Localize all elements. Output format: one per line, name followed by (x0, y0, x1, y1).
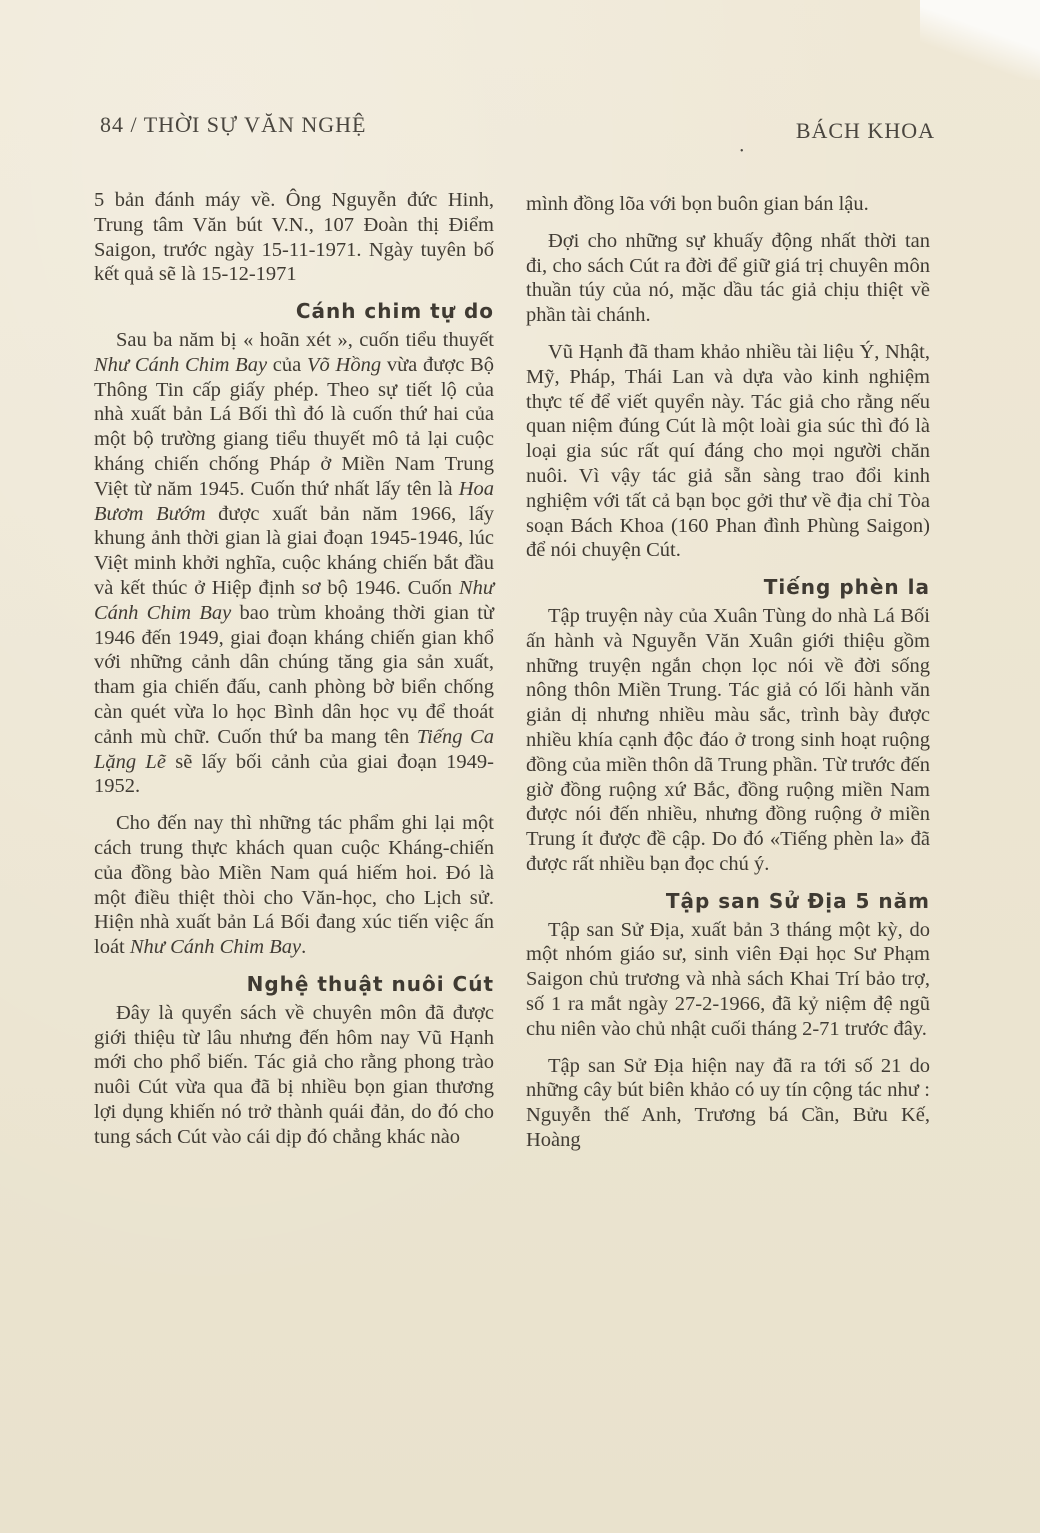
text-run: bao trùm khoảng thời gian từ 1946 đến 1949, giai đoạn kháng chiến gian khổ với những cảnh dân chúng tăng gia sản xuất, tham gia chiến đấu, canh phòng bờ biển chống càn quét vừa lo học Bình dân học vụ để thoát cảnh mù chữ. Cuốn thứ ba mang tên (94, 601, 495, 748)
torn-corner (920, 0, 1040, 80)
book-title: Như Cánh Chim Bay (94, 576, 494, 624)
article-paragraph (94, 811, 494, 960)
continued-paragraph: mình đồng lõa với bọn buôn gian bán lậu. (526, 193, 869, 215)
right-column (526, 192, 930, 1165)
text-run: được xuất bản năm 1966, lấy khung ảnh thời gian là giai đoạn 1945-1946, lúc Việt minh khởi nghĩa, cuộc kháng chiến bắt đầu và kết thúc ở Hiệp định sơ bộ 1946. Cuốn (94, 502, 494, 599)
page-header (100, 112, 935, 157)
book-title: Như Cánh Chim Bay (129, 936, 302, 959)
magazine-name: BÁCH KHOA (795, 118, 935, 143)
author-name: Võ Hồng (307, 353, 382, 376)
page-number: 84 (100, 112, 124, 137)
article-paragraph: Tập san Sử Địa, xuất bản 3 tháng một kỳ, do một nhóm giáo sư, sinh viên Đại học Sư Phạm Saigon chủ trương và nhà sách Khai Trí bảo trợ, số 1 ra mắt ngày 27-2-1966, đã kỷ niệm đệ ngũ chu niên vào chủ nhật cuối tháng 2-71 trước đây. (526, 918, 930, 1040)
book-title: Như Cánh Chim Bay (94, 353, 268, 376)
header-separator: / (130, 112, 138, 137)
header-bullet: • (740, 146, 745, 157)
book-title: Tiếng Ca Lặng Lẽ (94, 725, 494, 773)
text-run: Sau ba năm bị « hoãn xét », cuốn tiểu thuyết (116, 328, 494, 351)
article-paragraph: Đây là quyển sách về chuyên môn đã được giới thiệu từ lâu nhưng đến hôm nay Vũ Hạnh mới cho phổ biến. Tác giả cho rằng phong trào nuôi Cút vừa qua đã bị nhiều bọn gian thương lợi dụng khiến nó trở thành quái đản, do đó cho tung sách Cút vào cái dịp đó chẳng khác nào (94, 1001, 494, 1148)
text-run: của (267, 353, 307, 376)
article-paragraph: Tập truyện này của Xuân Tùng do nhà Lá Bối ấn hành và Nguyễn Văn Xuân giới thiệu gồm những truyện ngắn chọn lọc nói về đời sống nông thôn Miền Trung. Tác giả có lối hành văn giản dị nhưng nhiều màu sắc, trình bày được nhiều khía cạnh độc đáo ở trong sinh hoạt ruộng đồng của miền thôn dã Trung phần. Từ trước đến giờ đồng ruộng xứ Bắc, đồng ruộng miền Nam được nói đến nhiều, nhưng đồng ruộng ở miền Trung ít được đề cập. Do đó «Tiếng phèn la» đã được rất nhiều bạn đọc chú ý. (526, 604, 930, 875)
book-title: Hoa Bươm Bướm (94, 477, 494, 525)
section-heading: Tiếng phèn la (763, 575, 930, 600)
left-column (94, 188, 494, 1161)
article-paragraph: Tập san Sử Địa hiện nay đã ra tới số 21 do những cây bút biên khảo có uy tín cộng tác như : Nguyễn thế Anh, Trương bá Cần, Bửu Kế, Hoàng (526, 1054, 930, 1151)
article-paragraph (94, 328, 494, 799)
article-paragraph: Vũ Hạnh đã tham khảo nhiều tài liệu Ý, Nhật, Mỹ, Pháp, Thái Lan và dựa vào kinh nghiệm thực tế để viết quyển này. Tác giả cho rằng nếu quan niệm đúng Cút là một loài gia súc thì đó là loại gia súc rất quí đáng cho mọi người chăn nuôi. Vì vậy tác giả sẵn sàng trao đổi kinh nghiệm với tất cả bạn bọc gởi thư về địa chỉ Tòa soạn Bách Khoa (160 Phan đình Phùng Saigon) để nói chuyện Cút. (526, 340, 930, 562)
text-run: sẽ lấy bối cảnh của giai đoạn 1949-1952. (94, 750, 494, 798)
section-name: THỜI SỰ VĂN NGHỆ (143, 112, 367, 137)
section-heading: Tập san Sử Địa 5 năm (665, 888, 930, 913)
text-run: Cho đến nay thì những tác phẩm ghi lại một cách trung thực khách quan cuộc Kháng-chiến của đồng bào Miền Nam quá hiếm hoi. Đó là một điều thiệt thòi cho Văn-học, cho Lịch sử. Hiện nhà xuất bản Lá Bối đang xúc tiến việc ấn loát (94, 812, 494, 959)
article-paragraph: Đợi cho những sự khuấy động nhất thời tan đi, cho sách Cút ra đời để giữ giá trị chuyên môn thuần túy của nó, mặc dầu tác giả chịu thiệt về phần tài chánh. (526, 229, 930, 327)
text-run: . (301, 936, 307, 959)
intro-paragraph: 5 bản đánh máy về. Ông Nguyễn đức Hinh, Trung tâm Văn bút V.N., 107 Đoàn thị Điểm Saigon, trước ngày 15-11-1971. Ngày tuyên bố kết quả sẽ là 15-12-1971 (94, 189, 494, 286)
section-heading: Cánh chim tự do (295, 299, 494, 324)
header-left (100, 112, 366, 138)
section-heading: Nghệ thuật nuôi Cút (246, 971, 494, 996)
text-run: vừa được Bộ Thông Tin cấp giấy phép. Theo sự tiết lộ của nhà xuất bản Lá Bối thì đó là cuốn thứ hai của một bộ trường giang tiểu thuyết mô tả lại cuộc kháng chiến chống Pháp ở Miền Nam Trung Việt từ năm 1945. Cuốn thứ nhất lấy tên là (94, 353, 494, 500)
